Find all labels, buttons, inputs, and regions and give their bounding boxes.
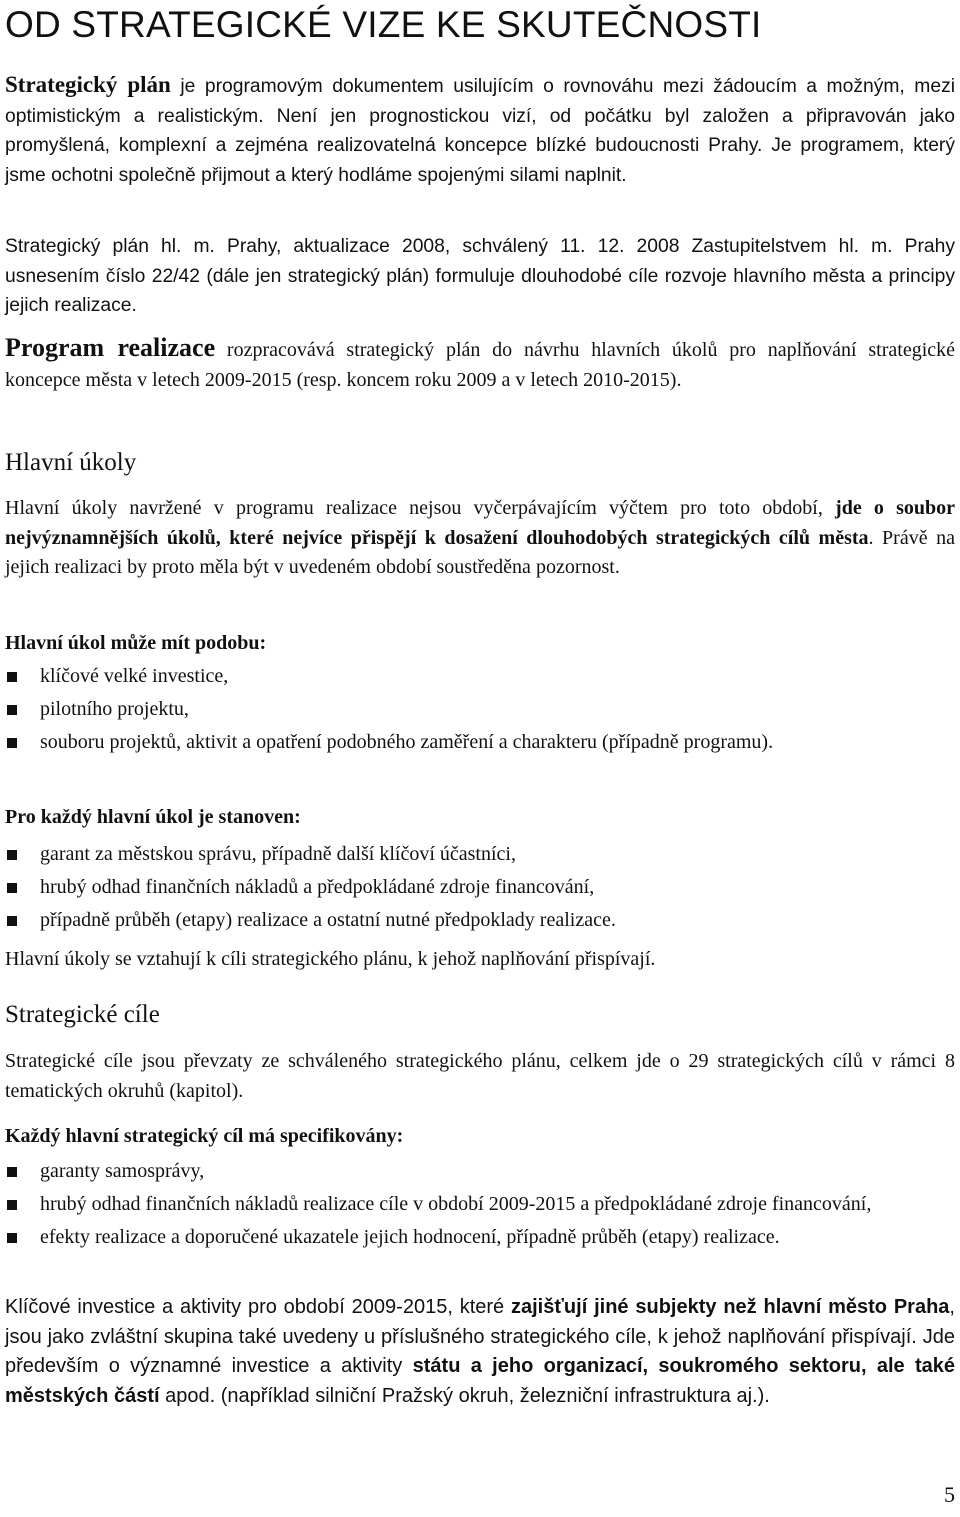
- heading-strategicke-cile: Strategické cíle: [5, 1001, 160, 1028]
- bullet-square-icon: [7, 1167, 17, 1177]
- bullet-square-icon: [7, 1233, 17, 1243]
- page-number: 5: [944, 1482, 955, 1507]
- bullet-square-icon: [7, 883, 17, 893]
- bullet-square-icon: [7, 1200, 17, 1210]
- intro-lead: Strategický plán: [5, 72, 171, 97]
- intro-text-1: je programovým dokumentem usilujícím o rovnováhu mezi žádoucím a možným, mezi optimistickým a realistickým. Není jen prognostickou vizí, od počátku byl založen a připravován jako promyšlená, komplexní a zejména realizovatelná koncepce blízké budoucnosti Prahy.: [5, 76, 955, 157]
- list-item: [5, 695, 955, 724]
- bullet-square-icon: [7, 705, 17, 715]
- list-item-text: efekty realizace a doporučené ukazatele jejich hodnocení, případně průběh (etapy) realizace.: [40, 1226, 780, 1248]
- list-item: [5, 1157, 955, 1186]
- bullet-square-icon: [7, 916, 17, 926]
- list-specifikovany: [5, 1157, 955, 1256]
- list-item-text: hrubý odhad finančních nákladů a předpokládané zdroje financování,: [40, 876, 595, 898]
- list-item: [5, 1190, 955, 1219]
- list-stanoven: [5, 840, 955, 939]
- list-item-text: garant za městskou správu, případně další klíčoví účastníci,: [40, 843, 516, 865]
- list-item-text: pilotního projektu,: [40, 698, 189, 720]
- program-lead: Program realizace: [5, 333, 216, 362]
- subheading-podoba: Hlavní úkol může mít podobu:: [5, 632, 267, 654]
- program-text: rozpracovává strategický plán do návrhu hlavních úkolů pro naplňování strategické koncepce města v letech 2009-2015 (resp. koncem roku 2009 a v letech 2010-2015).: [5, 339, 956, 391]
- list-item: [5, 1223, 955, 1252]
- list-item: [5, 906, 955, 935]
- kl-bold-1: zajišťují jiné subjekty než hlavní město Praha: [510, 1296, 950, 1318]
- hu-bold: jde o soubor nejvýznamnějších úkolů, které nejvíce přispějí k dosažení dlouhodobých strategických cílů města: [5, 497, 955, 549]
- kl-text-2: , jsou jako zvláštní skupina také uvedeny u příslušného strategického cíle, k jehož naplňování přispívají. Jde především o významné investice a aktivity: [5, 1296, 955, 1378]
- bullet-square-icon: [7, 738, 17, 748]
- document-page: [5, 0, 956, 1407]
- list-item-text: garanty samosprávy,: [40, 1160, 205, 1182]
- hu-text-1: Hlavní úkoly navržené v programu realizace nejsou vyčerpávajícím výčtem pro toto období,: [5, 497, 836, 519]
- hu-text-2: . Právě na jejich realizaci by proto měla být v uvedeném období soustředěna pozornost.: [5, 526, 955, 579]
- intro-paragraph: [5, 70, 955, 191]
- subheading-specifikovany: Každý hlavní strategický cíl má specifikovány:: [5, 1125, 404, 1147]
- subheading-stanoven: Pro každý hlavní úkol je stanoven:: [5, 806, 301, 828]
- bullet-square-icon: [7, 672, 17, 682]
- list-item: [5, 728, 955, 757]
- list-podoba: [5, 662, 955, 761]
- strategicke-cile-paragraph: Strategické cíle jsou převzaty ze schváleného strategického plánu, celkem jde o 29 strategických cílů v rámci 8 tematických okruhů (kapitol).: [5, 1050, 955, 1102]
- list-item-text: případně průběh (etapy) realizace a ostatní nutné předpoklady realizace.: [40, 909, 616, 931]
- list-item: [5, 662, 955, 691]
- list-item-text: hrubý odhad finančních nákladů realizace cíle v období 2009-2015 a předpokládané zdroje financování,: [40, 1193, 872, 1215]
- kl-text-3: apod. (například silniční Pražský okruh, železniční infrastruktura aj.).: [159, 1384, 770, 1407]
- hlavni-ukoly-paragraph: [5, 494, 955, 583]
- list-item: [5, 840, 955, 869]
- list-item-text: souboru projektů, aktivit a opatření podobného zaměření a charakteru (případně programu).: [40, 731, 774, 753]
- klicove-investice-paragraph: [5, 1293, 955, 1411]
- heading-hlavni-ukoly: Hlavní úkoly: [5, 449, 137, 476]
- kl-bold-2: státu a jeho organizací, soukromého sektoru, ale také městských částí: [5, 1355, 956, 1407]
- list-item: [5, 873, 955, 902]
- page-title: OD STRATEGICKÉ VIZE KE SKUTEČNOSTI: [5, 4, 762, 45]
- bullet-square-icon: [7, 850, 17, 860]
- strategic-plan-paragraph: Strategický plán hl. m. Prahy, aktualizace 2008, schválený 11. 12. 2008 Zastupitelstvem hl. m. Prahy usnesením číslo 22/42 (dále jen strategický plán) formuluje dlouhodobé cíle rozvoje hlavního města a principy jejich realizace.: [5, 236, 955, 317]
- kl-text-1: Klíčové investice a aktivity pro období 2009-2015, které: [5, 1296, 511, 1318]
- relation-paragraph: Hlavní úkoly se vztahují k cíli strategického plánu, k jehož naplňování přispívají.: [5, 948, 656, 970]
- list-item-text: klíčové velké investice,: [40, 665, 229, 687]
- intro-text-2: Je programem, který jsme ochotni společně přijmout a který hodláme spojenými silami naplnit.: [5, 135, 955, 187]
- program-paragraph: [5, 333, 955, 395]
